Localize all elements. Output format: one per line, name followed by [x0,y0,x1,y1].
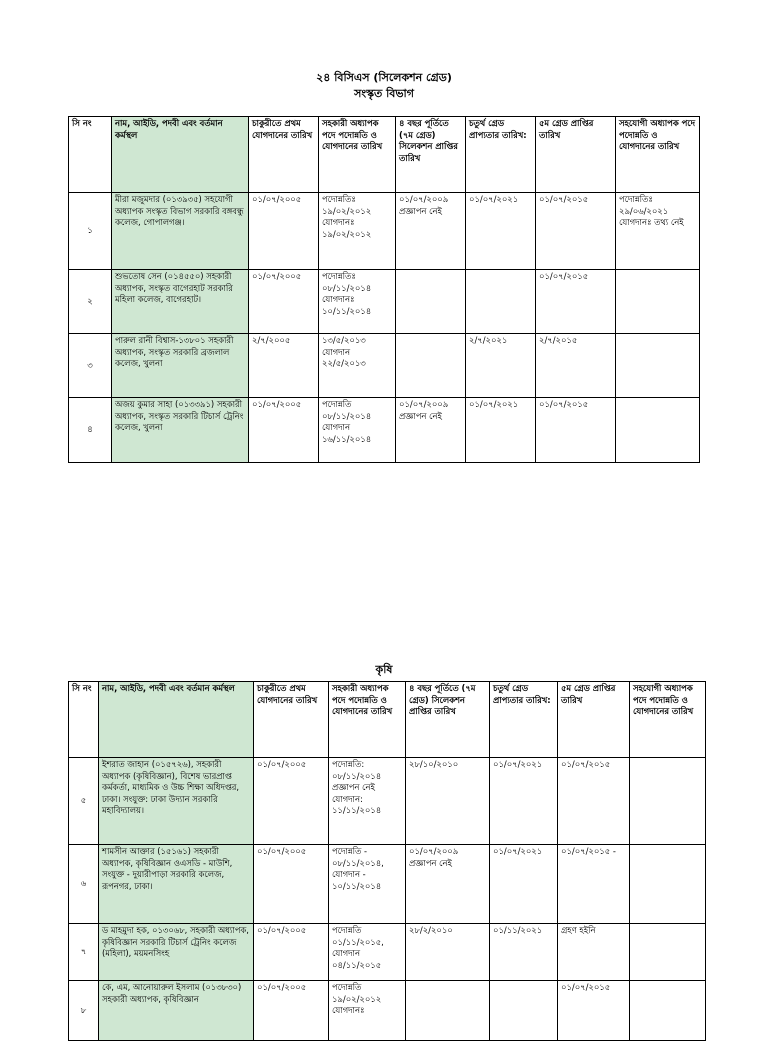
grade5-cell: ০১/০৭/২০১৫ [536,270,616,334]
asst-prof-cell: ১৩/৫/২০১৩ যোগদান ২২/৫/২০১৩ [319,334,396,398]
first-join-cell: ০১/০৭/২০০৫ [254,758,329,845]
name-cell: পারুল রানী বিশ্বাস-১৩৮০১ সহকারী অধ্যাপক, সংস্কৃত সরকারি ব্রজলাল কলেজ, খুলনা [112,334,249,398]
name-cell: ইশরাত জাহান (০১৫৭২৬), সহকারী অধ্যাপক (কৃষিবিজ্ঞান), বিশেষ ভারপ্রাপ্ত কর্মকর্তা, মাধ্যমিক ও উচ্চ শিক্ষা অধিদপ্তর, ঢাকা। সংযুক্ত: ঢাকা উদ্যান সরকারি মহাবিদ্যালয়। [99,758,254,845]
table-row [69,270,700,334]
grade4-cell: ০১/০৭/২০২১ [490,845,558,924]
asst-prof-cell: পদোন্নতি: ০৮/১১/২০১৪ প্রজ্ঞাপন নেই যোগদান: ১১/১১/২০১৪ [329,758,406,845]
asst-prof-cell: পদোন্নতি ০৮/১১/২০১৪ যোগদান ১৬/১১/২০১৪ [319,398,396,463]
assoc-prof-cell [616,270,700,334]
grade4-cell: ০১/১১/২০২১ [490,924,558,981]
header-name: নাম, আইডি, পদবী এবং বর্তমান কর্মস্থল [99,682,254,758]
name-cell: অজয় কুমার সাহা (০১৩৩৯১) সহকারী অধ্যাপক, সংস্কৃত সরকারি টিচার্স ট্রেনিং কলেজ, খুলনা [112,398,249,463]
table-row [69,924,706,981]
header-grade5: ৫ম গ্রেড প্রাপ্তির তারিখ [536,117,616,193]
serial-cell: ৩ [69,334,112,398]
header-serial: সি নং [69,117,112,193]
header-first-join: চাকুরীতে প্রথম যোগদানের তারিখ [254,682,329,758]
selection-cell: ০১/০৭/২০০৯ প্রজ্ঞাপন নেই [396,398,466,463]
assoc-prof-cell [616,398,700,463]
grade5-cell: ০১/০৭/২০১৫ [536,398,616,463]
assoc-prof-cell: পদোন্নতিঃ ২৯/০৬/২০২১ যোগদানঃ তথ্য নেই [616,193,700,270]
grade4-cell [490,981,558,1041]
table-header-row [69,117,700,193]
header-asst-prof: সহকারী অধ্যাপক পদে পদোন্নতি ও যোগদানের তারিখ [319,117,396,193]
section1-subtitle: সংস্কৃত বিভাগ [354,87,414,100]
grade5-cell: ০১/০৭/২০১৫ - [558,845,630,924]
assoc-prof-cell [630,758,706,845]
name-cell: মীরা মজুমদার (০১৩৯৩৫) সহযোগী অধ্যাপক সংস্কৃত বিভাগ সরকারি বঙ্গবন্ধু কলেজ, গোপালগঞ্জ। [112,193,249,270]
table-header-row [69,682,706,758]
name-cell: শামসীন আক্তার (১৫১৬১) সহকারী অধ্যাপক, কৃষিবিজ্ঞান ওএসডি - মাউশি, সংযুক্ত - দুয়ারীপাড়া সরকারি কলেজ, রূপনগর, ঢাকা। [99,845,254,924]
first-join-cell: ০১/০৭/২০০৫ [254,924,329,981]
grade4-cell: ০১/০৭/২০২১ [466,398,536,463]
grade4-cell: ২/৭/২০২১ [466,334,536,398]
header-selection: ৪ বছর পূর্তিতে (৭ম গ্রেড) সিলেকশন প্রাপ্তির তারিখ [406,682,490,758]
header-assoc-prof: সহযোগী অধ্যাপক পদে পদোন্নতি ও যোগদানের তারিখ [630,682,706,758]
asst-prof-cell: পদোন্নতি - ০৮/১১/২০১৪, যোগদান - ১০/১১/২০১৪ [329,845,406,924]
header-asst-prof: সহকারী অধ্যাপক পদে পদোন্নতি ও যোগদানের তারিখ [329,682,406,758]
assoc-prof-cell [616,334,700,398]
agriculture-table [68,681,706,1041]
header-grade5: ৫ম গ্রেড প্রাপ্তির তারিখ [558,682,630,758]
sanskrit-table [68,116,700,463]
name-cell: শুভতোষ সেন (০১৪৫৫০) সহকারী অধ্যাপক, সংস্কৃত বাগেরহাট সরকারি মহিলা কলেজ, বাগেরহাট। [112,270,249,334]
assoc-prof-cell [630,845,706,924]
table-row [69,334,700,398]
first-join-cell: ০১/০৭/২০০৫ [249,398,319,463]
selection-cell [396,270,466,334]
section1-title: ২৪ বিসিএস (সিলেকশন গ্রেড) [316,71,452,84]
header-assoc-prof: সহযোগী অধ্যাপক পদে পদোন্নতি ও যোগদানের তারিখ [616,117,700,193]
section2-title: কৃষি [375,663,393,676]
asst-prof-cell: পদোন্নতিঃ ১৯/০২/২০১২ যোগদানঃ ১৯/০২/২০১২ [319,193,396,270]
first-join-cell: ০১/০৭/২০০৫ [254,845,329,924]
first-join-cell: ০১/০৭/২০০৫ [254,981,329,1041]
header-grade4: চতুর্থ গ্রেড প্রাপ্যতার তারিখ: [466,117,536,193]
grade5-cell: গ্রহণ হইনি [558,924,630,981]
name-cell: ড মাহমুদা হক, ০১৩০৬৮, সহকারী অধ্যাপক, কৃষিবিজ্ঞান সরকারি টিচার্স ট্রেনিং কলেজ (মহিলা), ময়মনসিংহ [99,924,254,981]
table-row [69,758,706,845]
asst-prof-cell: পদোন্নতিঃ ০৮/১১/২০১৪ যোগদানঃ ১০/১১/২০১৪ [319,270,396,334]
selection-cell: ২৮/২/২০১০ [406,924,490,981]
serial-cell: ২ [69,270,112,334]
grade4-cell: ০১/০৭/২০২১ [466,193,536,270]
selection-cell: ০১/০৭/২০০৯ প্রজ্ঞাপন নেই [396,193,466,270]
header-first-join: চাকুরীতে প্রথম যোগদানের তারিখ [249,117,319,193]
serial-cell: ৫ [69,758,99,845]
header-selection: ৪ বছর পূর্তিতে (৭ম গ্রেড) সিলেকশন প্রাপ্তির তারিখ [396,117,466,193]
table-row [69,981,706,1041]
asst-prof-cell: পদোন্নতি ০১/১১/২০১৫, যোগদান ০৪/১১/২০১৫ [329,924,406,981]
serial-cell: ১ [69,193,112,270]
serial-cell: ৭ [69,924,99,981]
grade5-cell: ২/৭/২০১৫ [536,334,616,398]
name-cell: কে, এম, আনোয়ারুল ইসলাম (০১৩৮৩০) সহকারী অধ্যাপক, কৃষিবিজ্ঞান [99,981,254,1041]
header-grade4: চতুর্থ গ্রেড প্রাপ্যতার তারিখ: [490,682,558,758]
serial-cell: ৮ [69,981,99,1041]
grade5-cell: ০১/০৭/২০১৫ [536,193,616,270]
selection-cell [406,981,490,1041]
header-name: নাম, আইডি, পদবী এবং বর্তমান কর্মস্থল [112,117,249,193]
table-row [69,845,706,924]
selection-cell: ০১/০৭/২০০৯ প্রজ্ঞাপন নেই [406,845,490,924]
grade5-cell: ০১/০৭/২০১৫ [558,758,630,845]
grade4-cell: ০১/০৭/২০২১ [490,758,558,845]
first-join-cell: ০১/০৭/২০০৫ [249,270,319,334]
grade4-cell [466,270,536,334]
serial-cell: ৪ [69,398,112,463]
serial-cell: ৬ [69,845,99,924]
table-row [69,398,700,463]
grade5-cell: ০১/০৭/২০১৫ [558,981,630,1041]
first-join-cell: ০১/০৭/২০০৫ [249,193,319,270]
asst-prof-cell: পদোন্নতি ১৯/০২/২০১২ যোগদানঃ [329,981,406,1041]
header-serial: সি নং [69,682,99,758]
selection-cell: ২৮/১০/২০১০ [406,758,490,845]
assoc-prof-cell [630,924,706,981]
first-join-cell: ২/৭/২০০৫ [249,334,319,398]
selection-cell [396,334,466,398]
table-row [69,193,700,270]
assoc-prof-cell [630,981,706,1041]
